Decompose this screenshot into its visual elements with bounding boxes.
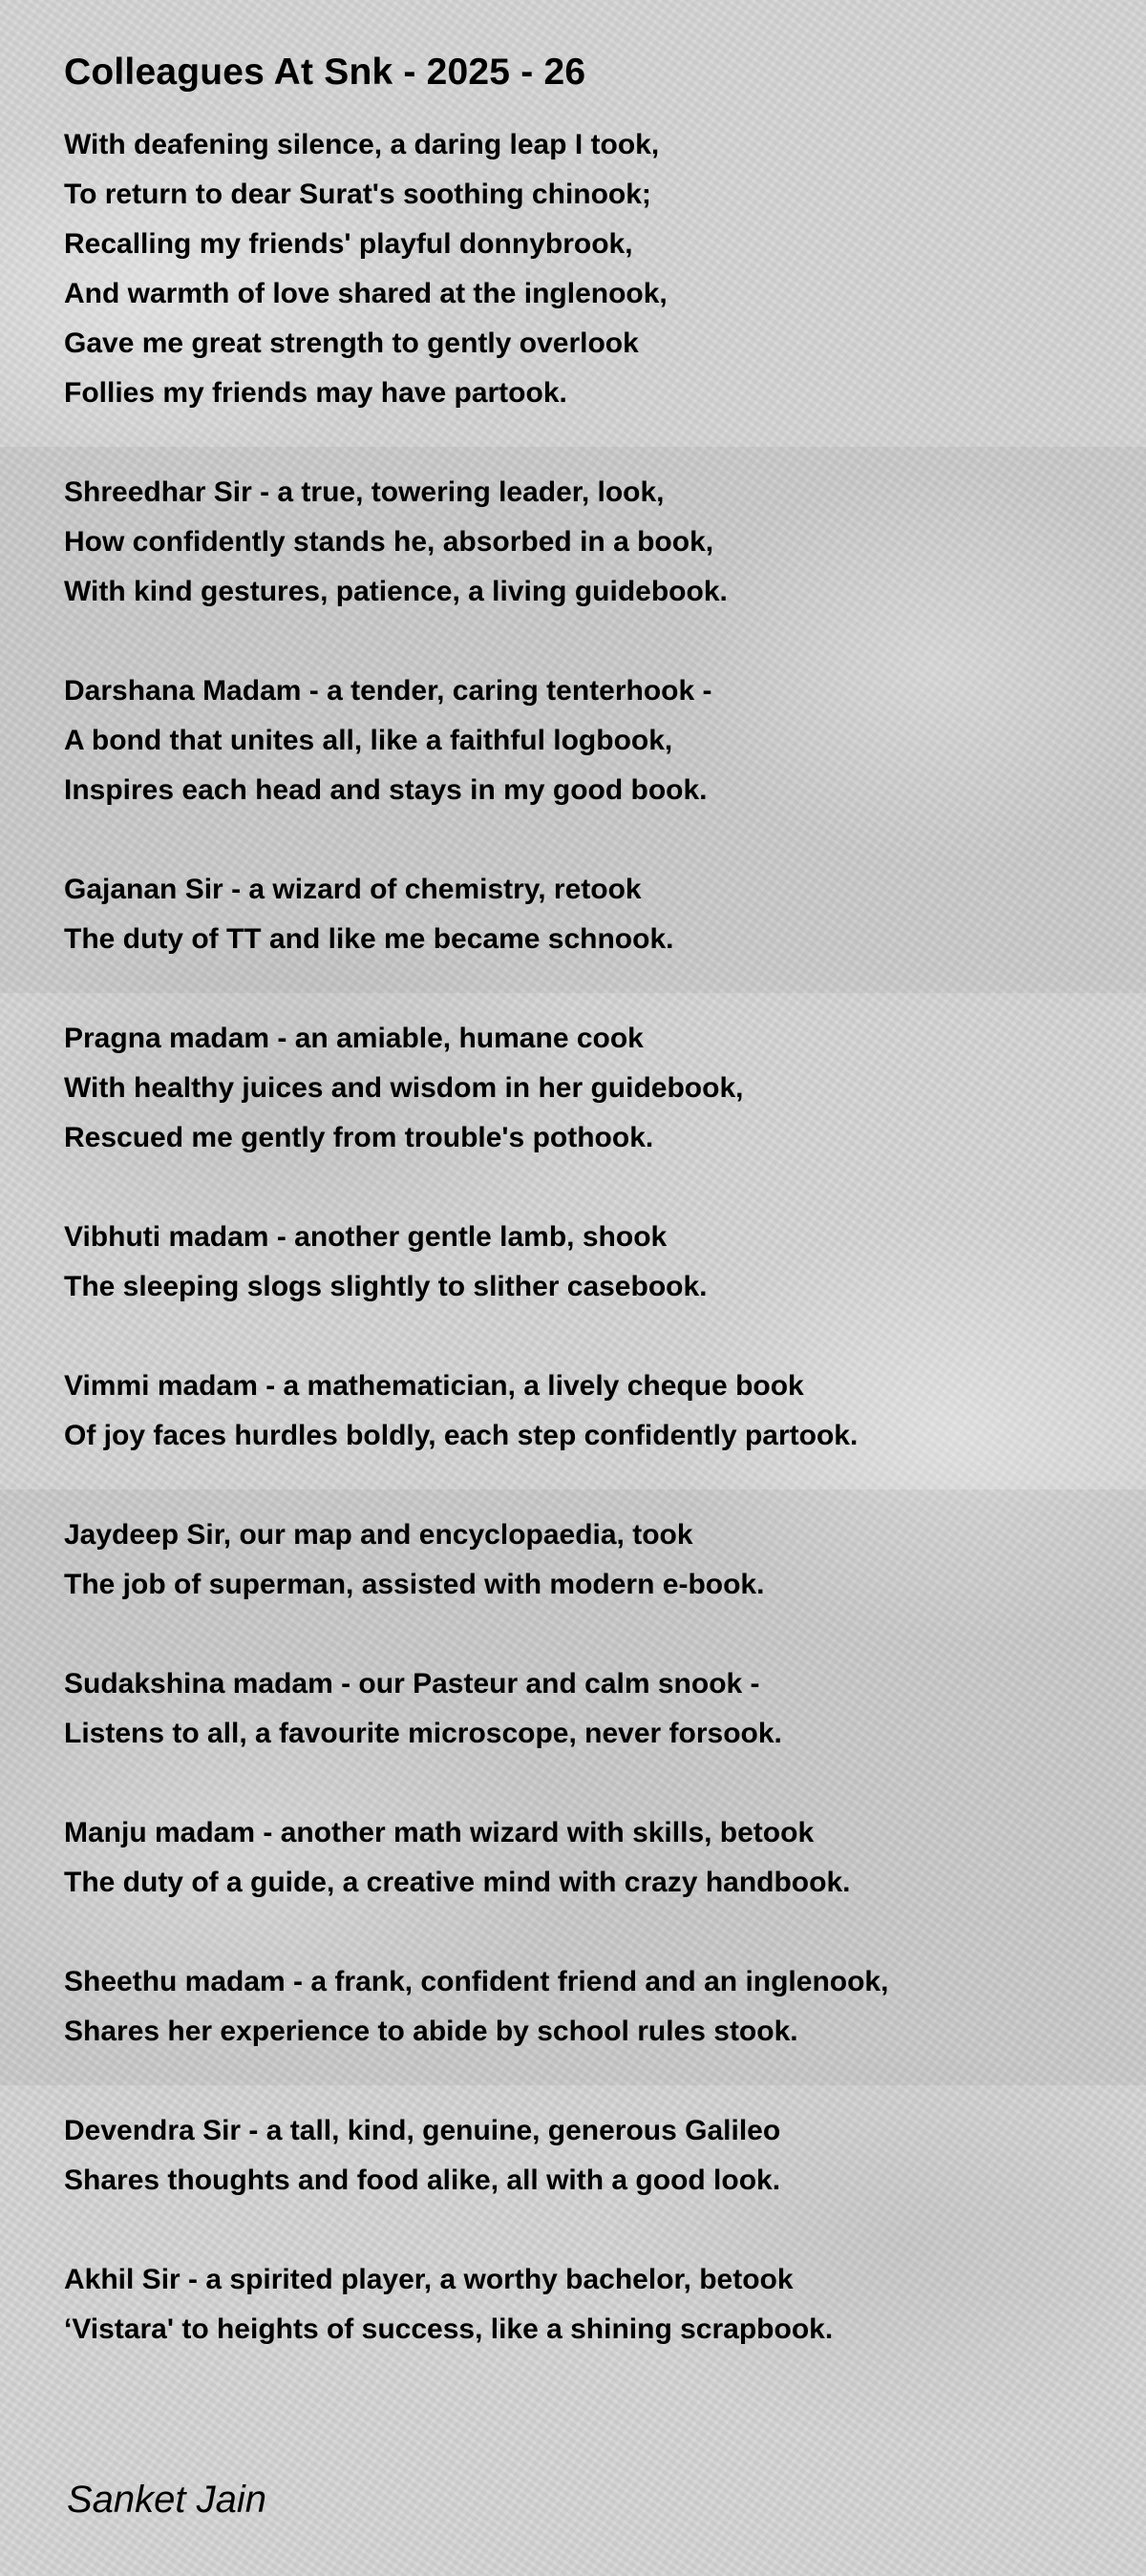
poem-container [64,48,1095,2354]
poem-line: Gajanan Sir - a wizard of chemistry, retook [64,874,642,905]
poem-stanza [64,865,1095,964]
poem-line: How confidently stands he, absorbed in a book, [64,526,714,558]
poem-line: To return to dear Surat's soothing chinook; [64,179,651,210]
poem-stanza [64,1659,1095,1759]
poem-line: Devendra Sir - a tall, kind, genuine, generous Galileo [64,2115,781,2146]
poem-line: Inspires each head and stays in my good book. [64,774,708,806]
poem-line: A bond that unites all, like a faithful logbook, [64,725,673,756]
poem-body [64,120,1095,2354]
poem-line: The duty of TT and like me became schnook. [64,923,674,955]
poem-line: With deafening silence, a daring leap I took, [64,129,660,160]
poem-line: Vibhuti madam - another gentle lamb, shook [64,1221,668,1253]
poem-stanza [64,1362,1095,1461]
poem-line: Rescued me gently from trouble's pothook. [64,1122,654,1153]
poem-line: Jaydeep Sir, our map and encyclopaedia, took [64,1519,693,1551]
poem-stanza [64,666,1095,815]
poem-stanza [64,1014,1095,1163]
poem-stanza [64,1957,1095,2057]
poem-line: Darshana Madam - a tender, caring tenterhook - [64,675,712,707]
stanza-gap [64,1163,1095,1213]
stanza-gap [64,2057,1095,2106]
stanza-gap [64,2206,1095,2255]
poem-stanza [64,468,1095,617]
poem-line: Gave me great strength to gently overlook [64,327,639,359]
poem-line: Recalling my friends' playful donnybrook, [64,228,633,260]
poem-line: Sheethu madam - a frank, confident friend and an inglenook, [64,1966,889,1997]
poem-stanza [64,2255,1095,2354]
stanza-gap [64,617,1095,666]
poem-title: Colleagues At Snk - 2025 - 26 [64,52,586,93]
poem-stanza [64,1510,1095,1610]
stanza-gap [64,1759,1095,1808]
poem-line: Manju madam - another math wizard with skills, betook [64,1817,815,1848]
poem-stanza [64,1808,1095,1908]
stanza-gap [64,1312,1095,1362]
stanza-gap [64,1610,1095,1659]
stanza-gap [64,815,1095,865]
poem-author: Sanket Jain [67,2479,267,2521]
poem-line: The job of superman, assisted with modern e-book. [64,1569,765,1600]
poem-line: Of joy faces hurdles boldly, each step confidently partook. [64,1420,859,1451]
poem-stanza [64,1213,1095,1312]
poem-line: Shares her experience to abide by school rules stook. [64,2016,798,2047]
poem-line: The sleeping slogs slightly to slither casebook. [64,1271,708,1302]
poem-line: Sudakshina madam - our Pasteur and calm snook - [64,1668,760,1700]
stanza-gap [64,1908,1095,1957]
poem-line: ‘Vistara' to heights of success, like a shining scrapbook. [64,2313,834,2345]
poem-line: The duty of a guide, a creative mind with crazy handbook. [64,1867,851,1898]
poem-line: Follies my friends may have partook. [64,377,567,409]
stanza-gap [64,418,1095,468]
poem-line: Vimmi madam - a mathematician, a lively cheque book [64,1370,804,1402]
poem-line: Pragna madam - an amiable, humane cook [64,1023,644,1054]
stanza-gap [64,1461,1095,1510]
poem-stanza [64,2106,1095,2206]
poem-line: And warmth of love shared at the inglenook, [64,278,668,309]
poem-line: Shares thoughts and food alike, all with a good look. [64,2164,781,2196]
poem-line: Akhil Sir - a spirited player, a worthy bachelor, betook [64,2264,794,2295]
poem-line: Listens to all, a favourite microscope, never forsook. [64,1718,782,1749]
stanza-gap [64,964,1095,1014]
poem-line: Shreedhar Sir - a true, towering leader, look, [64,476,665,508]
poem-line: With healthy juices and wisdom in her guidebook, [64,1072,744,1104]
poem-line: With kind gestures, patience, a living guidebook. [64,576,728,607]
poem-stanza [64,120,1095,418]
